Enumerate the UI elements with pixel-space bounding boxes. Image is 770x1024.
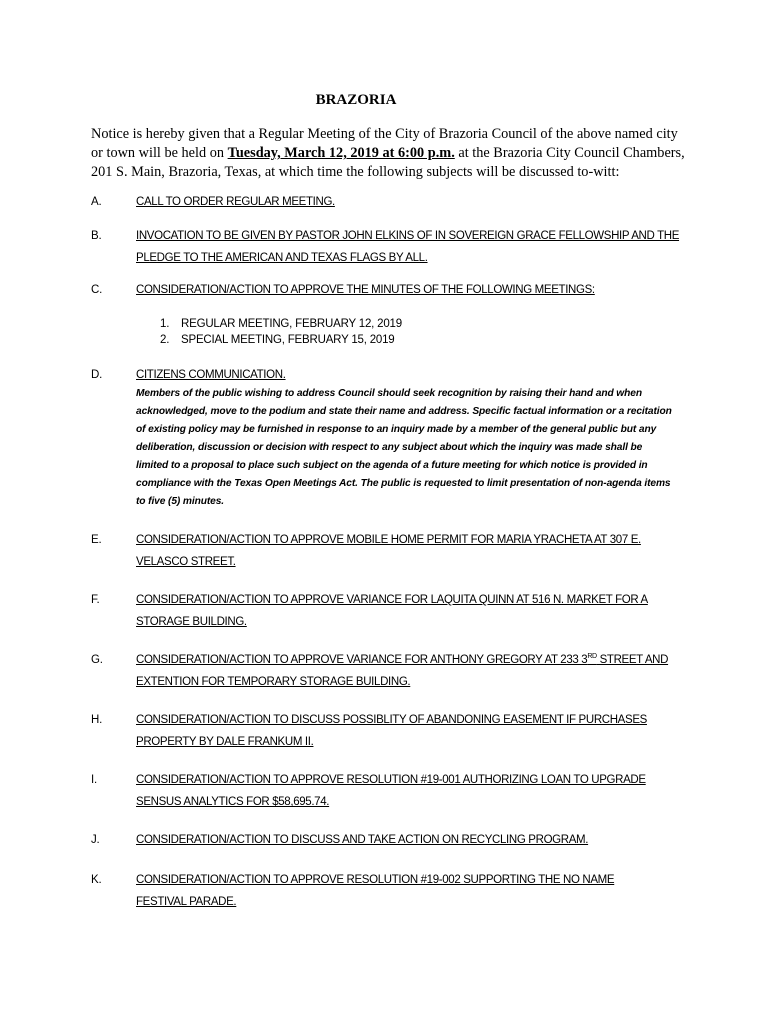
minutes-item-2-num: 2.	[160, 334, 170, 346]
item-text-e: CONSIDERATION/ACTION TO APPROVE MOBILE HOME PERMIT FOR MARIA YRACHETA AT 307 E. VELASCO STREET.	[136, 534, 641, 568]
minutes-item-2	[160, 334, 395, 346]
item-text-f: CONSIDERATION/ACTION TO APPROVE VARIANCE FOR LAQUITA QUINN AT 516 N. MARKET FOR A STORAGE BUILDING.	[136, 594, 648, 628]
minutes-item-2-text: SPECIAL MEETING, FEBRUARY 15, 2019	[181, 334, 395, 346]
notice-text-after: at the Brazoria City Council Chambers, 201 S. Main, Brazoria, Texas, at which time the following subjects will be discussed to-witt:	[91, 145, 685, 180]
minutes-item-1-text: REGULAR MEETING, FEBRUARY 12, 2019	[181, 318, 402, 330]
minutes-item-1-num: 1.	[160, 318, 170, 330]
item-text-g-part1: CONSIDERATION/ACTION TO APPROVE VARIANCE FOR ANTHONY GREGORY AT 233 3	[136, 654, 588, 666]
item-text-j: CONSIDERATION/ACTION TO DISCUSS AND TAKE ACTION ON RECYCLING PROGRAM.	[136, 834, 589, 846]
item-letter-j: J.	[91, 834, 100, 846]
item-letter-f: F.	[91, 594, 100, 606]
item-text-g-part2: STREET AND EXTENTION FOR TEMPORARY STORAGE BUILDING.	[136, 654, 669, 688]
item-letter-i: I.	[91, 774, 97, 786]
item-letter-d: D.	[91, 369, 103, 381]
notice-text-before: Notice is hereby given that a Regular Meeting of the City of Brazoria Council of the above named city or town will be held on	[91, 126, 678, 161]
item-text-h: CONSIDERATION/ACTION TO DISCUSS POSSIBLITY OF ABANDONING EASEMENT IF PURCHASES PROPERTY BY DALE FRANKUM II.	[136, 714, 647, 748]
minutes-item-1	[160, 318, 402, 330]
item-letter-h: H.	[91, 714, 103, 726]
item-text-i: CONSIDERATION/ACTION TO APPROVE RESOLUTION #19-001 AUTHORIZING LOAN TO UPGRADE SENSUS ANALYTICS FOR $58,695.74.	[136, 774, 646, 808]
item-letter-k: K.	[91, 874, 102, 886]
document-title: BRAZORIA	[315, 92, 397, 108]
citizens-communication-notice: Members of the public wishing to address Council should seek recognition by raising their hand and when acknowledged, move to the podium and state their name and address. Specific factual information or a recitation of existing policy may be furnished in response to an inquiry made by a member of the general public but any deliberation, discussion or decision with respect to any subject about which the inquiry was made shall be limited to a proposal to place such subject on the agenda of a future meeting for which notice is provided in compliance with the Texas Open Meetings Act. The public is requested to limit presentation of non-agenda items to five (5) minutes.	[136, 388, 672, 507]
item-letter-c: C.	[91, 284, 103, 296]
item-text-b: INVOCATION TO BE GIVEN BY PASTOR JOHN ELKINS OF IN SOVEREIGN GRACE FELLOWSHIP AND THE PLEDGE TO THE AMERICAN AND TEXAS FLAGS BY ALL.	[136, 230, 680, 264]
item-text-k: CONSIDERATION/ACTION TO APPROVE RESOLUTION #19-002 SUPPORTING THE NO NAME FESTIVAL PARADE.	[136, 874, 615, 908]
item-text-a: CALL TO ORDER REGULAR MEETING.	[136, 196, 335, 208]
item-letter-b: B.	[91, 230, 102, 242]
item-text-g-sup: RD	[587, 653, 597, 661]
item-text-g	[136, 649, 684, 693]
item-letter-g: G.	[91, 654, 103, 666]
meeting-notice	[91, 125, 691, 182]
item-text-d: CITIZENS COMMUNICATION.	[136, 369, 286, 381]
item-text-c: CONSIDERATION/ACTION TO APPROVE THE MINUTES OF THE FOLLOWING MEETINGS:	[136, 284, 595, 296]
meeting-date: Tuesday, March 12, 2019 at 6:00 p.m.	[227, 145, 455, 161]
item-letter-a: A.	[91, 196, 102, 208]
item-letter-e: E.	[91, 534, 102, 546]
